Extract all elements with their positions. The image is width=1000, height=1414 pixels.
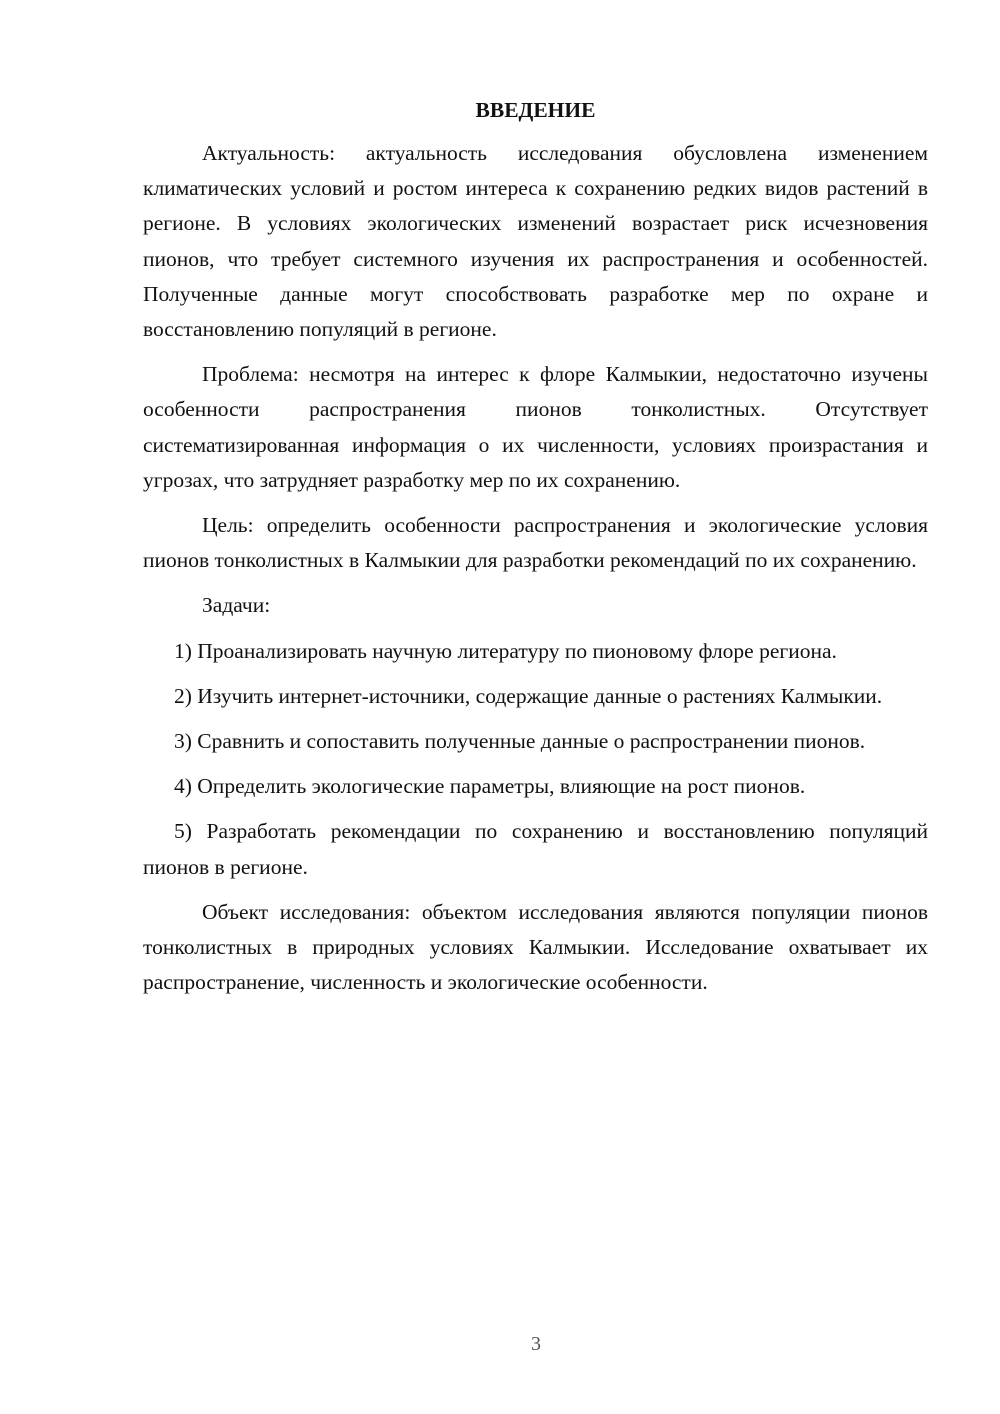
paragraph-goal: Цель: определить особенности распространения и экологические условия пионов тонколистных в Калмыкии для разработки рекомендаций по их сохранению. [143, 513, 928, 573]
paragraph-problem: Проблема: несмотря на интерес к флоре Калмыкии, недостаточно изучены особенности распространения пионов тонколистных. Отсутствует систематизированная информация о их численности, условиях произрастания и угрозах, что затрудняет разработку мер по их сохранению. [143, 362, 928, 492]
tasks-heading: Задачи: [202, 593, 271, 618]
page-number: 3 [531, 1333, 541, 1355]
task-item-1: 1) Проанализировать научную литературу по пионовому флоре региона. [174, 638, 837, 663]
paragraph-object: Объект исследования: объектом исследования являются популяции пионов тонколистных в природных условиях Калмыкии. Исследование охватывает их распространение, численность и экологические особенности. [143, 899, 928, 995]
page-content [143, 90, 928, 1010]
section-title: ВВЕДЕНИЕ [475, 98, 596, 122]
task-item-3: 3) Сравнить и сопоставить полученные данные о распространении пионов. [174, 729, 866, 754]
paragraph-relevance: Актуальность: актуальность исследования обусловлена изменением климатических условий и ростом интереса к сохранению редких видов растений в регионе. В условиях экологических изменений возрастает риск исчезновения пионов, что требует системного изучения их распространения и особенностей. Полученные данные могут способствовать разработке мер по охране и восстановлению популяций в регионе. [143, 141, 928, 342]
task-item-4: 4) Определить экологические параметры, влияющие на рост пионов. [174, 774, 806, 799]
task-item-5: 5) Разработать рекомендации по сохранению и восстановлению популяций пионов в регионе. [143, 819, 928, 879]
task-item-2: 2) Изучить интернет-источники, содержащие данные о растениях Калмыкии. [174, 683, 883, 708]
